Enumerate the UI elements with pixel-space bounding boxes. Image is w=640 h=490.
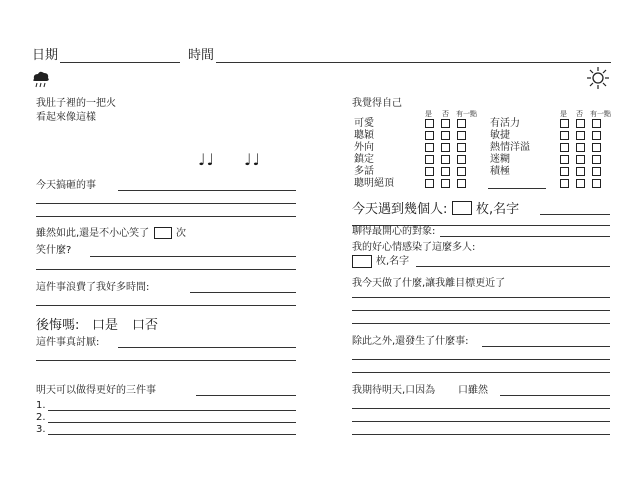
trait-left-4: 鎮定 [354,154,374,165]
laugh-what-line-2[interactable] [36,269,296,270]
expect-line-1[interactable] [500,395,610,396]
tomorrow-line-2[interactable] [48,422,296,423]
tomorrow-item-3: 3. [36,424,46,435]
trait-right-2: 敏捷 [490,130,510,141]
date-line[interactable] [60,62,180,63]
tomorrow-item-1: 1. [36,400,46,411]
care-label: 聊得最開心的對象: [352,226,436,237]
people-names-label: 枚,名字 [476,202,520,217]
laugh-label: 雖然如此,還是不小心笑了 [36,228,150,239]
stomach-text-line2: 看起來像這樣 [36,112,96,123]
trait-checkbox[interactable] [576,167,585,176]
trait-checkbox[interactable] [576,179,585,188]
tomorrow-line-0[interactable] [196,395,296,396]
other-label: 除此之外,還發生了什麼事: [352,336,469,347]
goal-line-3[interactable] [352,323,610,324]
trait-checkbox[interactable] [560,131,569,140]
rain-cloud-icon [30,70,52,92]
people-count-box[interactable] [452,201,472,215]
feel-names-line[interactable] [416,266,610,267]
feel-names-label: 枚,名字 [376,256,410,267]
trait-checkbox[interactable] [560,155,569,164]
trait-checkbox[interactable] [425,155,434,164]
regret-yes-option[interactable]: 口是 [92,318,119,333]
trait-checkbox[interactable] [425,167,434,176]
expect-line-3[interactable] [352,421,610,422]
feel-count-box[interactable] [352,255,372,268]
trait-checkbox[interactable] [457,155,466,164]
self-title: 我覺得自己 [352,98,402,109]
trait-checkbox[interactable] [560,143,569,152]
annoying-label: 今天搞砸的事 [36,180,96,191]
music-notes-left: ♩♩ [198,150,216,169]
trait-right-1: 有活力 [490,118,520,129]
trait-left-6: 聰明絕頂 [354,178,394,189]
trait-checkbox[interactable] [441,179,450,188]
trait-checkbox[interactable] [441,155,450,164]
trait-right-blank-line[interactable] [488,188,546,189]
care-line[interactable] [440,236,610,237]
trait-left-3: 外向 [354,142,374,153]
tomorrow-line-1[interactable] [48,410,296,411]
trait-checkbox[interactable] [592,143,601,152]
hate-line-2[interactable] [36,360,296,361]
annoying-line-3[interactable] [36,216,296,217]
laugh-times-label: 次 [176,228,186,239]
tomorrow-line-3[interactable] [48,434,296,435]
hate-label: 這件事真討厭: [36,337,100,348]
music-notes-right: ♩♩ [244,150,262,169]
annoying-line-2[interactable] [36,203,296,204]
trait-checkbox[interactable] [457,131,466,140]
trait-checkbox[interactable] [425,143,434,152]
stomach-text-line1: 我肚子裡的一把火 [36,98,116,109]
col-no-right: 否 [576,110,583,118]
trait-checkbox[interactable] [457,119,466,128]
trait-checkbox[interactable] [441,131,450,140]
trait-right-5: 積極 [490,166,510,177]
other-line-1[interactable] [482,346,610,347]
expect-label: 我期待明天,口因為 [352,385,436,396]
trait-checkbox[interactable] [425,179,434,188]
trait-checkbox[interactable] [576,155,585,164]
time-label: 時間 [188,48,215,63]
trait-checkbox[interactable] [560,167,569,176]
trait-checkbox[interactable] [560,179,569,188]
other-line-2[interactable] [352,359,610,360]
trait-checkbox[interactable] [457,167,466,176]
trait-checkbox[interactable] [576,119,585,128]
trait-checkbox[interactable] [425,119,434,128]
regret-no-option[interactable]: 口否 [132,318,159,333]
trait-checkbox[interactable] [592,179,601,188]
trait-right-3: 熱情洋溢 [490,142,530,153]
col-yes-left: 是 [425,110,432,118]
trait-checkbox[interactable] [441,167,450,176]
laugh-count-box[interactable] [154,227,172,239]
trait-left-2: 聰穎 [354,130,374,141]
annoying-line-1[interactable] [118,190,296,191]
time-line[interactable] [216,62,611,63]
trait-checkbox[interactable] [592,167,601,176]
laugh-what-label: 笑什麼? [36,245,72,256]
trait-checkbox[interactable] [576,143,585,152]
waste-time-label: 這件事浪費了我好多時間: [36,282,150,293]
expect-although-option[interactable]: 口雖然 [458,385,488,396]
sun-icon [586,66,610,94]
regret-label: 後悔嗎: [36,318,80,333]
date-label: 日期 [32,48,59,63]
waste-time-line-1[interactable] [190,292,296,293]
goal-line-1[interactable] [352,297,610,298]
tomorrow-label: 明天可以做得更好的三件事 [36,385,156,396]
col-bit-left: 有一點 [456,110,477,118]
expect-line-2[interactable] [352,408,610,409]
trait-checkbox[interactable] [576,131,585,140]
trait-checkbox[interactable] [457,179,466,188]
col-bit-right: 有一點 [590,110,611,118]
col-no-left: 否 [442,110,449,118]
people-met-label: 今天遇到幾個人: [352,202,448,217]
goal-line-2[interactable] [352,310,610,311]
trait-right-4: 迷糊 [490,154,510,165]
trait-checkbox[interactable] [457,143,466,152]
people-names-line-1[interactable] [540,214,610,215]
feel-label: 我的好心情感染了這麼多人: [352,242,476,253]
trait-checkbox[interactable] [560,119,569,128]
other-line-3[interactable] [352,372,610,373]
goal-label: 我今天做了什麼,讓我離目標更近了 [352,278,506,289]
hate-line-1[interactable] [118,347,296,348]
expect-line-4[interactable] [352,434,610,435]
col-yes-right: 是 [560,110,567,118]
waste-time-line-2[interactable] [36,305,296,306]
trait-checkbox[interactable] [592,155,601,164]
trait-checkbox[interactable] [441,143,450,152]
trait-checkbox[interactable] [425,131,434,140]
laugh-what-line-1[interactable] [90,256,296,257]
trait-left-1: 可愛 [354,118,374,129]
tomorrow-item-2: 2. [36,412,46,423]
trait-left-5: 多話 [354,166,374,177]
trait-checkbox[interactable] [441,119,450,128]
trait-checkbox[interactable] [592,131,601,140]
trait-checkbox[interactable] [592,119,601,128]
